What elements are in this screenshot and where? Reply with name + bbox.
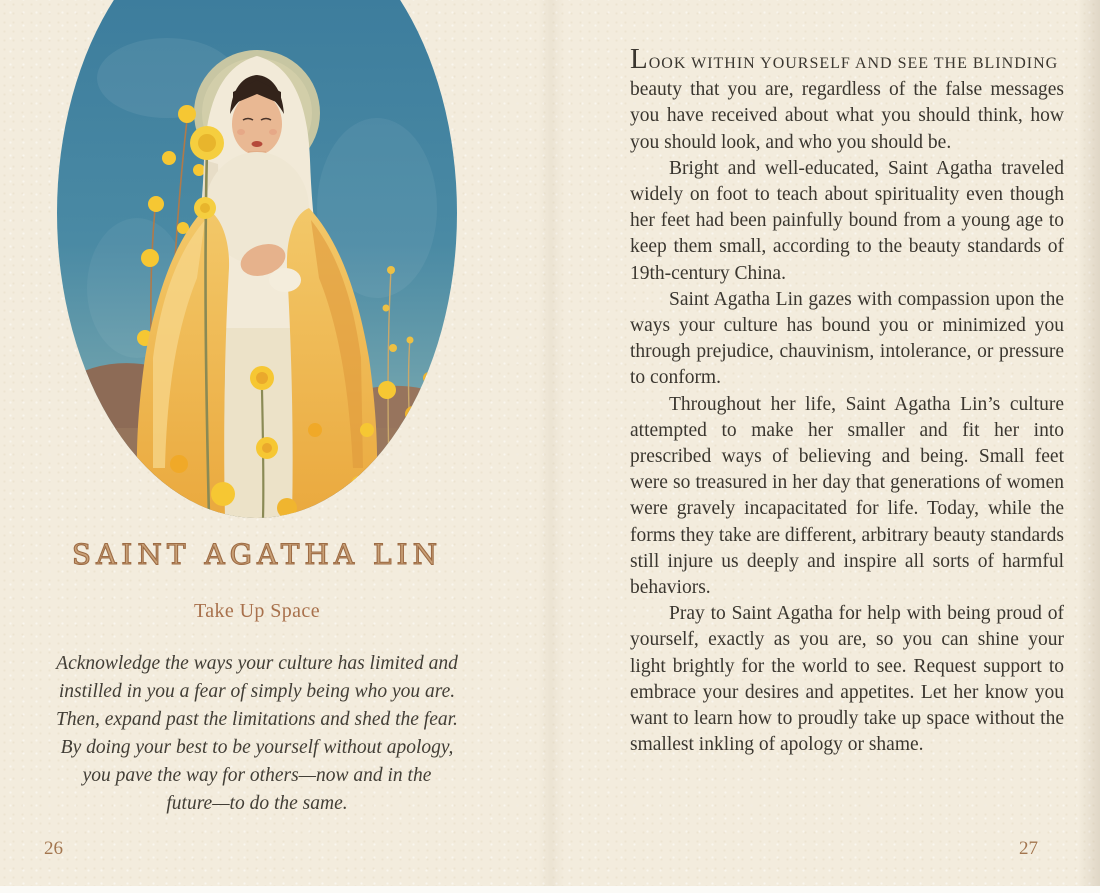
lips: [252, 141, 263, 147]
blessing-line: Then, expand past the limitations and shed the fear.: [56, 709, 458, 730]
small-caps-opening: OOK WITHIN YOURSELF AND SEE THE BLINDING: [648, 55, 1059, 72]
paragraph-3: Saint Agatha Lin gazes with compassion upon the ways your culture has bound you or minimized you through prejudice, chauvinism, intolerance, or pressure to conform.: [630, 288, 1064, 389]
paragraph-2: Bright and well-educated, Saint Agatha traveled widely on foot to teach about spirituality even though her feet had been painfully bound from a young age to keep them small, according to the beauty standards of 19th-century China.: [630, 157, 1064, 284]
page-edge-shadow: [1078, 0, 1100, 893]
page-bottom-edge: [0, 886, 1100, 893]
saint-name-title: SAINT AGATHA LIN: [71, 538, 443, 571]
opening-line: [630, 46, 1064, 77]
blessing-line: By doing your best to be yourself without apology,: [60, 737, 454, 758]
body-text-column: [630, 46, 1064, 758]
oval-portrait-illustration: [57, 0, 457, 518]
paragraph-5: Pray to Saint Agatha for help with being proud of yourself, exactly as you are, so you can shine your light brightly for the world to see. Request support to embrace your desires and appetites. Let her know you want to learn how to proudly take up space without the smallest inkling of apology or shame.: [630, 603, 1064, 756]
blessing-line: instilled in you a fear of simply being who you are.: [58, 681, 456, 702]
page-gutter-crease: [538, 0, 564, 893]
paragraph-1: beauty that you are, regardless of the false messages you have received about what you should think, how you should look, and who you should be.: [630, 79, 1064, 153]
blessing-line: Acknowledge the ways your culture has limited and: [56, 653, 458, 674]
blessing-line: future—to do the same.: [166, 793, 348, 814]
blessing-line: you pave the way for others—now and in the: [82, 765, 432, 786]
page-number-left: 26: [44, 838, 63, 859]
page-number-right: 27: [1019, 838, 1038, 859]
cuff: [269, 268, 301, 292]
blessing-text: [25, 650, 489, 818]
paragraph-4: Throughout her life, Saint Agatha Lin’s culture attempted to make her smaller and fit her into prescribed ways of believing and being. Small feet were so treasured in her day that generations of women were gravely incapacitated for life. Today, while the forms they take are different, arbitrary beauty standards still injure us deeply and inspire all sorts of harmful behaviors.: [630, 393, 1064, 599]
raised-initial-cap: L: [630, 46, 648, 75]
portrait-scene: [57, 0, 457, 518]
card-subtitle: Take Up Space: [194, 600, 320, 622]
